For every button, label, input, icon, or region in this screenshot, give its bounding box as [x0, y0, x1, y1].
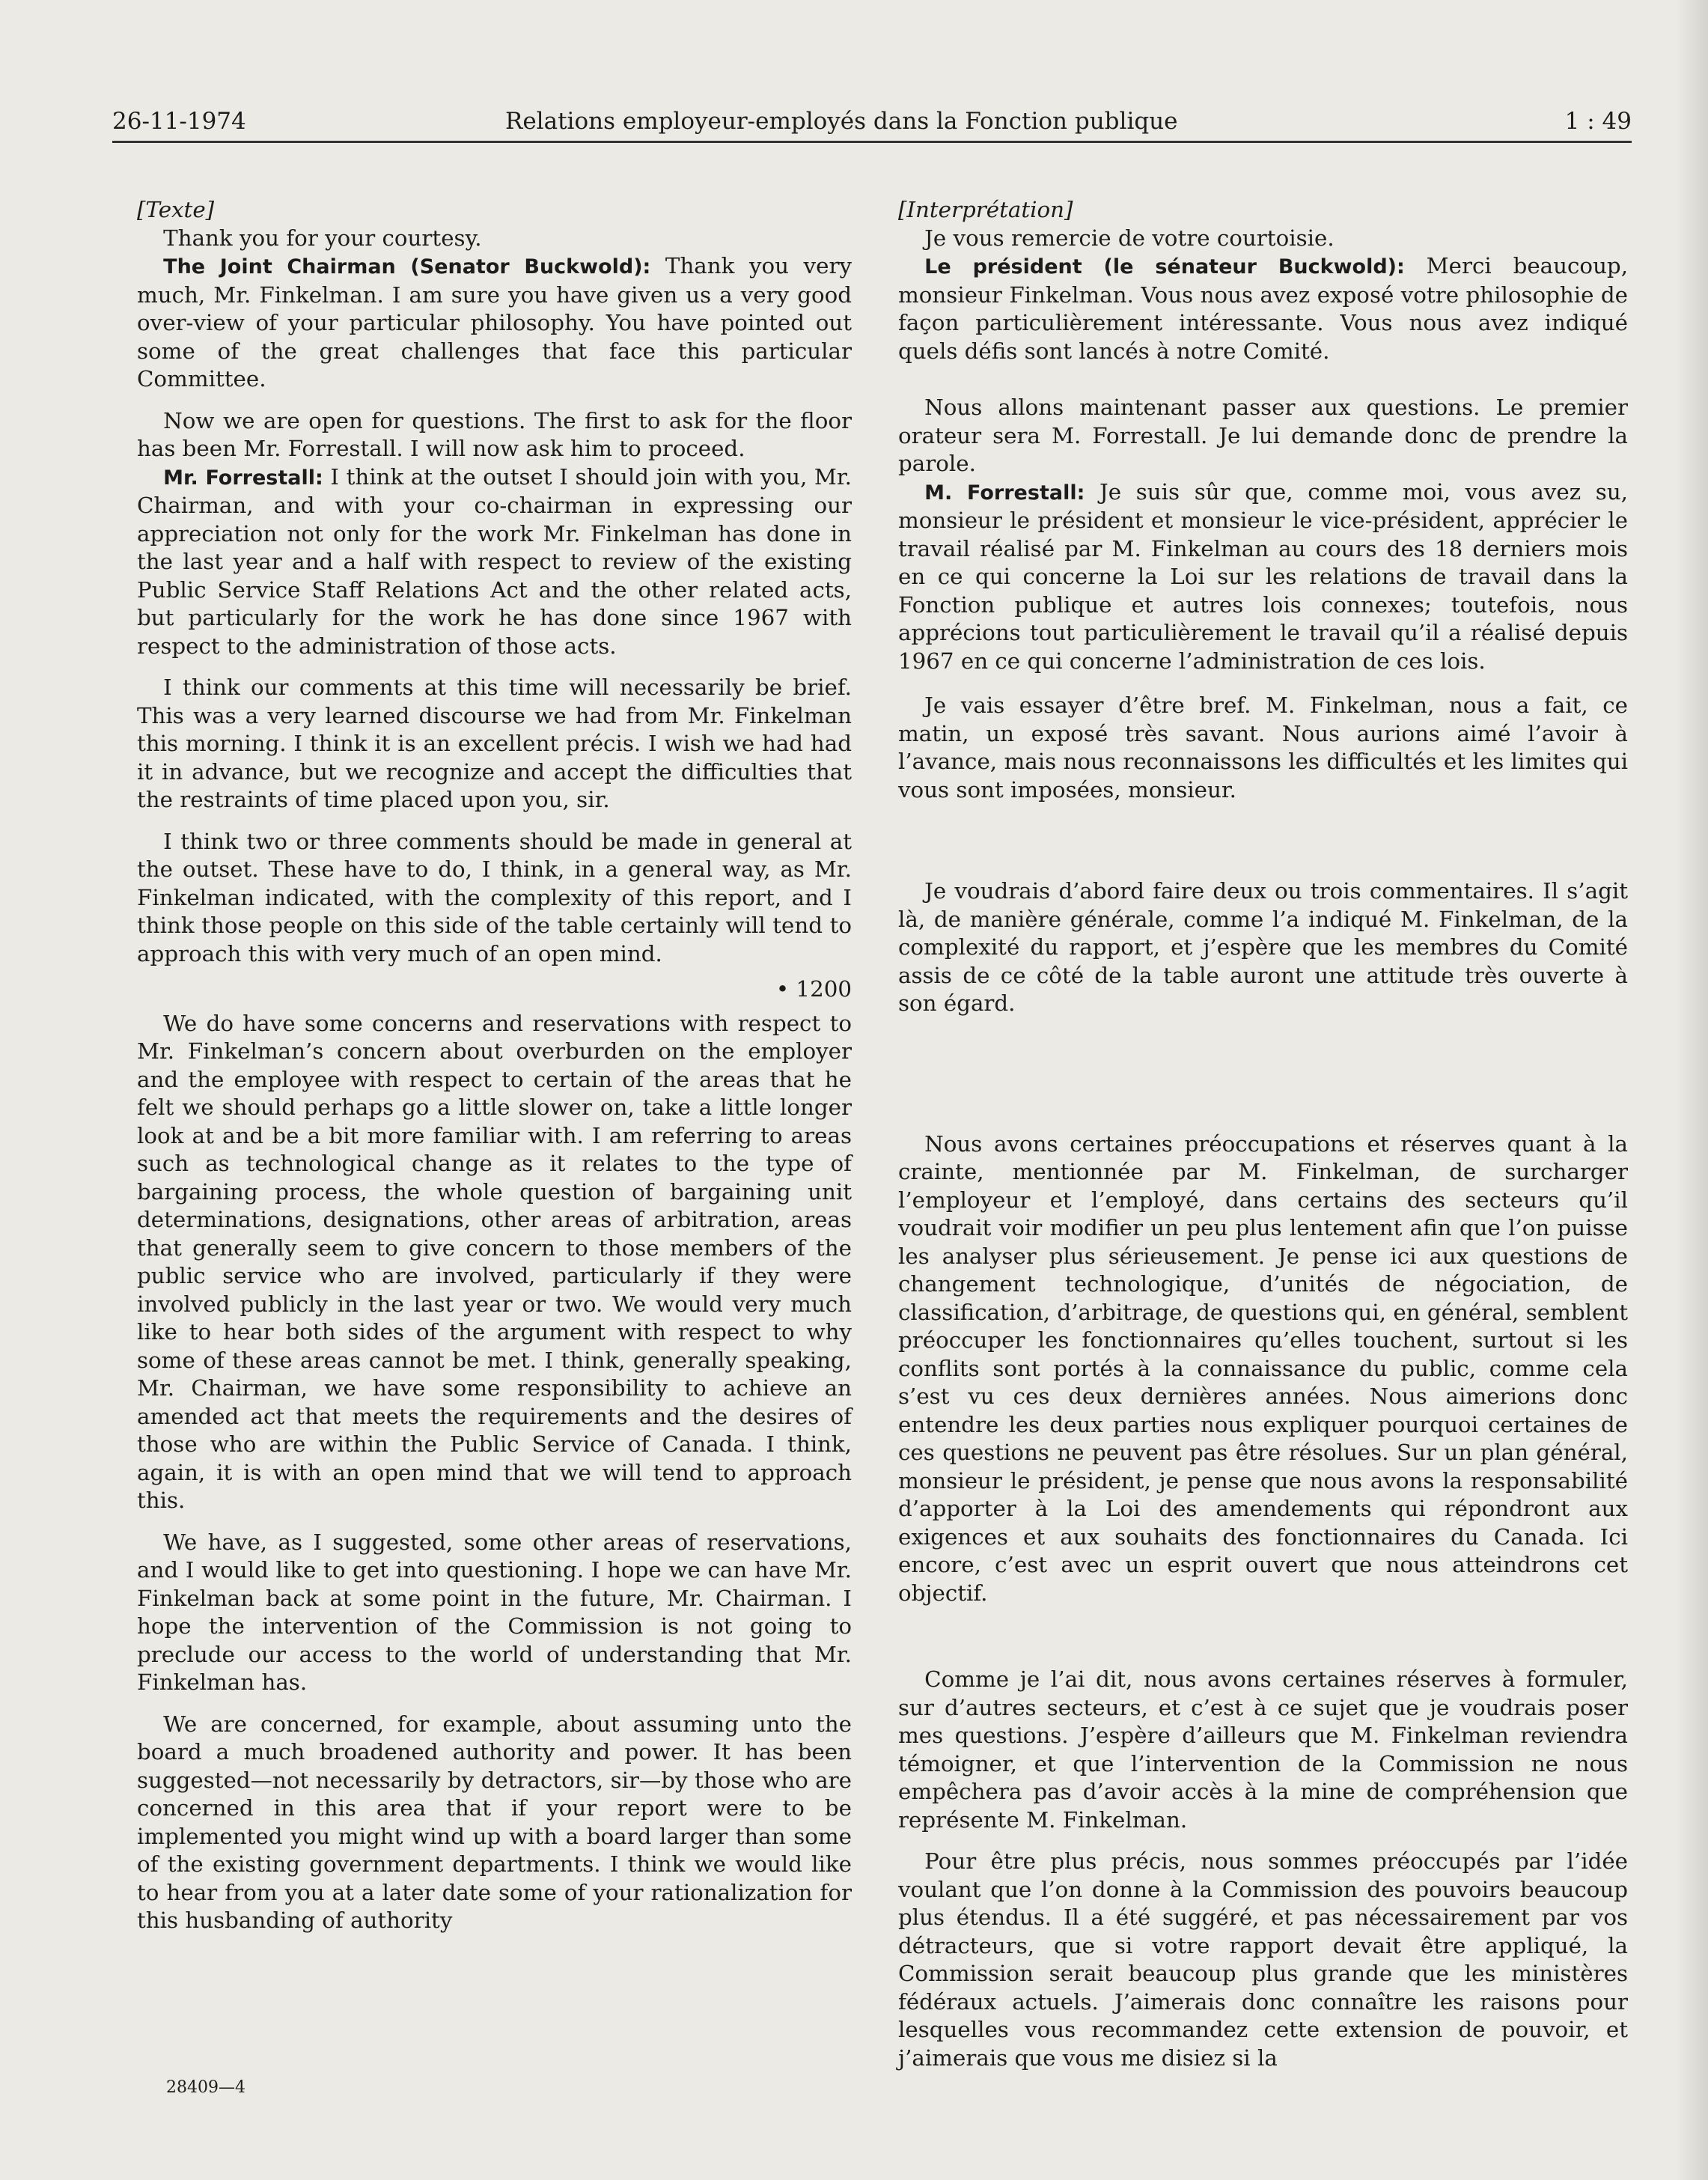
language-tag: [Texte]: [137, 197, 215, 222]
speaker-name: Le président (le sénateur Buckwold):: [924, 255, 1405, 278]
english-column: [137, 196, 852, 1935]
french-column: [898, 196, 1628, 2072]
speaker-name: Mr. Forrestall:: [163, 466, 323, 490]
speech-text: Merci beaucoup, monsieur Finkelman. Vous nous avez exposé votre philosophie de façon particulièrement intéressante. Vous nous avez indiqué quels défis sont lancés à notre Comité.: [898, 253, 1629, 364]
paragraph: We do have some concerns and reservations with respect to Mr. Finkelman’s concern about overburden on the employer and the employee with respect to certain of the areas that he felt we should perhaps go a little slower on, take a little longer look at and be a bit more familiar with. I am referring to areas such as technological change as it relates to the type of bargaining process, the whole question of bargaining unit determinations, designations, other areas of arbitration, areas that generally seem to give concern to those members of the public service who are involved, particularly if they were involved publicly in the last year or two. We would very much like to hear both sides of the argument with respect to why some of these areas cannot be met. I think, generally speaking, Mr. Chairman, we have some responsibility to achieve an amended act that meets the requirements and the desires of those who are within the Public Service of Canada. I think, again, it is with an open mind that we will tend to approach this.: [137, 1010, 852, 1513]
paragraph: [898, 478, 1628, 676]
speech-text: Je suis sûr que, comme moi, vous avez su, monsieur le président et monsieur le vice-président, apprécier le travail réalisé par M. Finkelman au cours des 18 derniers mois en ce qui concerne la Loi sur les relations de travail dans la Fonction publique et autres lois connexes; toutefois, nous apprécions tout particulièrement le travail qu’il a réalisé depuis 1967 en ce qui concerne l’administration de ces lois.: [898, 478, 1628, 674]
paragraph: Thank you for your courtesy.: [163, 225, 482, 251]
paragraph: Nous avons certaines préoccupations et réserves quant à la crainte, mentionnée par M. Finkelman, de surcharger l’employeur et l’employé, dans certains des secteurs qu’il voudrait voir modifier un peu plus lentement afin que l’on puisse les analyser plus sérieusement. Je pense ici aux questions de changement technologique, d’unités de négociation, de classification, d’arbitrage, de questions qui, en général, semblent préoccuper les fonctionnaires qu’elles touchent, surtout si les conflits sont portés à la connaissance du public, comme cela s’est vu ces deux dernières années. Nous aimerions donc entendre les deux parties nous expliquer pourquoi certaines de ces questions ne peuvent pas être résolues. Sur un plan général, monsieur le président, je pense que nous avons la responsabilité d’apporter à la Loi des amendements qui répondront aux exigences et aux souhaits des fonctionnaires du Canada. Ici encore, c’est avec un esprit ouvert que nous atteindrons cet objectif.: [898, 1130, 1628, 1606]
paragraph: [898, 252, 1628, 365]
paragraph: Pour être plus précis, nous sommes préoccupés par l’idée voulant que l’on donne à la Commission des pouvoirs beaucoup plus étendus. Il a été suggéré, et pas nécessairement par vos détracteurs, que si votre rapport devait être appliqué, la Commission serait beaucoup plus grande que les ministères fédéraux actuels. J’aimerais donc connaître les raisons pour lesquelles vous recommandez cette extension de pouvoir, et j’aimerais que vous me disiez si la: [898, 1848, 1628, 2071]
paragraph: Je voudrais d’abord faire deux ou trois commentaires. Il s’agit là, de manière générale, comme l’a indiqué M. Finkelman, de la complexité du rapport, et j’espère que les membres du Comité assis de ce côté de la table auront une attitude très ouverte à son égard.: [898, 878, 1628, 1016]
paragraph: Je vais essayer d’être bref. M. Finkelman, nous a fait, ce matin, un exposé très savant. Nous aurions aimé l’avoir à l’avance, mais nous reconnaissons les difficultés et les limites qui vous sont imposées, monsieur.: [898, 692, 1628, 803]
paragraph: I think our comments at this time will necessarily be brief. This was a very learned discourse we had from Mr. Finkelman this morning. I think it is an excellent précis. I wish we had had it in advance, but we recognize and accept the difficulties that the restraints of time placed upon you, sir.: [137, 675, 852, 812]
paragraph: Je vous remercie de votre courtoisie.: [924, 225, 1335, 251]
paragraph: We are concerned, for example, about assuming unto the board a much broadened authority and power. It has been suggested—not necessarily by detractors, sir—by those who are concerned in this area that if your report were to be implemented you might wind up with a board larger than some of the existing government departments. I think we would like to hear from you at a later date some of your rationalization for this husbanding of authority: [137, 1711, 852, 1933]
language-tag: [Interprétation]: [898, 197, 1073, 222]
paragraph: [137, 463, 852, 661]
paragraph: I think two or three comments should be made in general at the outset. These have to do, I think, in a general way, as Mr. Finkelman indicated, with the complexity of this report, and I think those people on this side of the table certainly will tend to approach this with very much of an open mind.: [137, 828, 852, 966]
paragraph: Comme je l’ai dit, nous avons certaines réserves à formuler, sur d’autres secteurs, et c’est à ce sujet que je voudrais poser mes questions. J’espère d’ailleurs que M. Finkelman reviendra témoigner, et que l’intervention de la Commission ne nous empêchera pas d’avoir accès à la mine de compréhension que représente M. Finkelman.: [898, 1666, 1628, 1833]
speech-text: Thank you very much, Mr. Finkelman. I am sure you have given us a very good over-view of your particular philosophy. You have pointed out some of the great challenges that face this particular Committee.: [137, 253, 853, 392]
header-page-number: 1 : 49: [1564, 108, 1632, 135]
paragraph: [137, 252, 852, 394]
header-date: 26-11-1974: [112, 108, 246, 135]
speech-text: I think at the outset I should join with you, Mr. Chairman, and with your co-chairman in expressing our appreciation not only for the work Mr. Finkelman has done in the last year and a half with respect to review of the existing Public Service Staff Relations Act and the other related acts, but particularly for the work he has done since 1967 with respect to the administration of those acts.: [137, 463, 852, 659]
page-header: [112, 106, 1632, 143]
speaker-name: The Joint Chairman (Senator Buckwold):: [163, 255, 651, 278]
page-edge-shadow: [1677, 0, 1708, 2180]
paragraph: We have, as I suggested, some other areas of reservations, and I would like to get into questioning. I hope we can have Mr. Finkelman back at some point in the future, Mr. Chairman. I hope the intervention of the Commission is not going to preclude our access to the world of understanding that Mr. Finkelman has.: [137, 1529, 852, 1695]
paragraph: Nous allons maintenant passer aux questions. Le premier orateur sera M. Forrestall. Je lui demande donc de prendre la parole.: [898, 395, 1628, 476]
speaker-name: M. Forrestall:: [924, 481, 1085, 505]
time-marker: • 1200: [775, 976, 852, 1002]
header-title: Relations employeur-employés dans la Fonction publique: [505, 108, 1178, 135]
paragraph: Now we are open for questions. The first to ask for the floor has been Mr. Forrestall. I will now ask him to proceed.: [137, 407, 852, 461]
print-code: 28409—4: [166, 2078, 245, 2097]
